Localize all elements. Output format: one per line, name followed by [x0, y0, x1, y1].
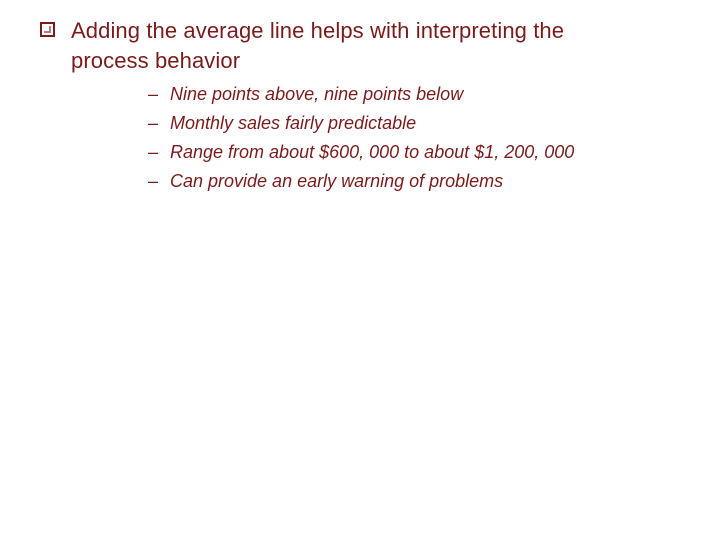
sub-bullet-item: [148, 109, 574, 138]
sub-bullet-text: Can provide an early warning of problems: [170, 171, 504, 191]
sub-bullet-item: [148, 138, 574, 167]
sub-bullet-item: [148, 167, 574, 196]
sub-bullet-text: Monthly sales fairly predictable: [170, 113, 417, 133]
checkbox-bullet-icon: [40, 22, 55, 37]
sub-bullet-item: [148, 80, 574, 109]
dash-bullet: –: [148, 171, 159, 191]
dash-bullet: –: [148, 142, 159, 162]
dash-bullet: –: [148, 113, 159, 133]
sub-bullet-list: [148, 80, 574, 196]
main-bullet: [40, 16, 680, 76]
main-bullet-line-2: process behavior: [71, 48, 241, 73]
dash-bullet: –: [148, 84, 159, 104]
main-bullet-text: [71, 16, 564, 76]
sub-bullet-text: Nine points above, nine points below: [170, 84, 464, 104]
sub-bullet-text: Range from about $600, 000 to about $1, 200, 000: [170, 142, 575, 162]
main-bullet-line-1: Adding the average line helps with interpreting the: [71, 18, 565, 43]
